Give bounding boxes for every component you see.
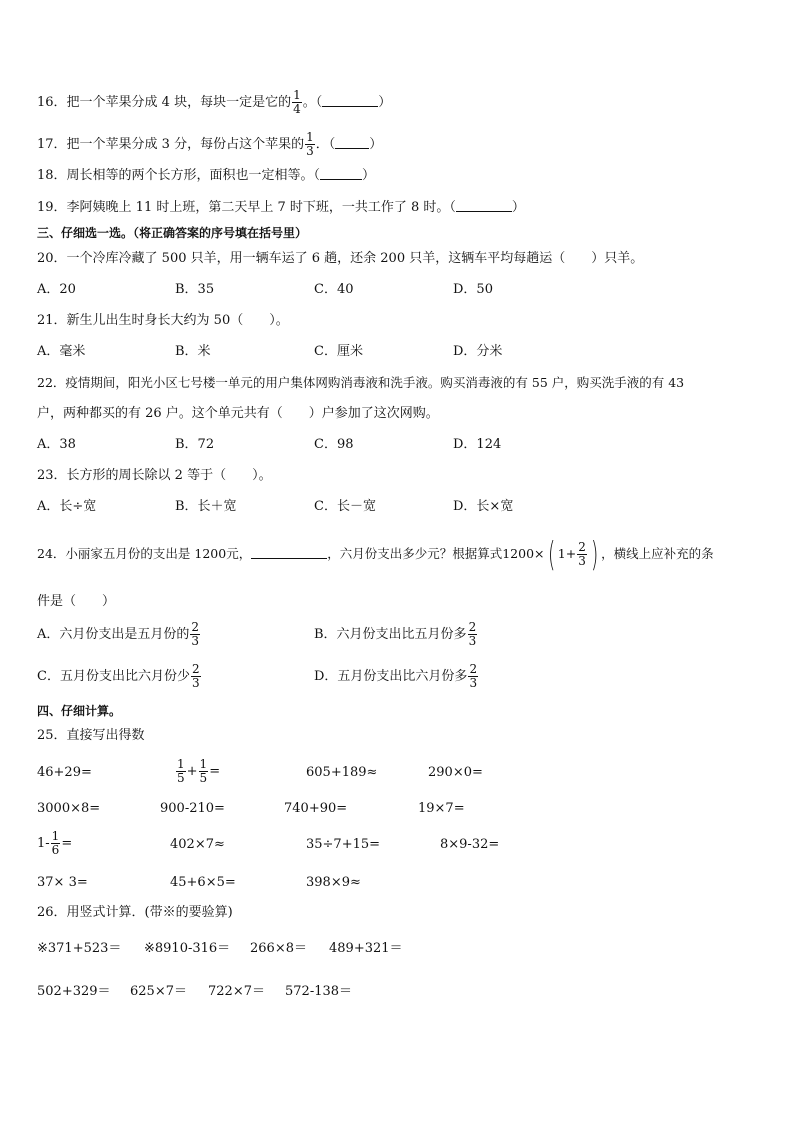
question-18: 18．周长相等的两个长方形，面积也一定相等。（ ）: [37, 168, 376, 183]
vertical-calc-item: 625×7＝: [130, 984, 187, 999]
q22-option-d[interactable]: D．124: [453, 437, 502, 452]
vertical-calc-item: 572-138＝: [285, 984, 353, 999]
calc-item: 402×7≈: [170, 837, 225, 852]
q17-text: 17．把一个苹果分成 3 分，每份占这个苹果的: [37, 137, 305, 152]
calc-item: 740+90=: [284, 801, 348, 816]
q24-option-a[interactable]: A．六月份支出是五月份的 $\frac{2}{3}$: [37, 620, 200, 648]
vertical-calc-item: 266×8＝: [250, 941, 307, 956]
q22-option-b[interactable]: B．72: [175, 437, 215, 452]
q16-text: 16．把一个苹果分成 4 块，每块一定是它的: [37, 95, 292, 110]
q23-option-a[interactable]: A．长÷宽: [37, 499, 97, 514]
q23-option-d[interactable]: D．长×宽: [453, 499, 514, 514]
answer-blank[interactable]: [456, 199, 512, 212]
q21-option-a[interactable]: A．毫米: [37, 344, 86, 359]
right-paren-icon: ): [590, 534, 599, 575]
question-22-line-1: 22．疫情期间，阳光小区七号楼一单元的用户集体网购消毒液和洗手液。购买消毒液的有 55 户，购买洗手液的有 43: [37, 375, 685, 390]
q20-option-c[interactable]: C．40: [314, 282, 354, 297]
calc-item: 605+189≈: [306, 765, 378, 780]
calc-item-fraction-sum: $\frac{1}{5}$ + $\frac{1}{5}$ =: [177, 757, 221, 785]
answer-blank[interactable]: [322, 94, 378, 107]
answer-blank[interactable]: [251, 546, 327, 559]
calc-item: 19×7=: [418, 801, 465, 816]
q20-option-d[interactable]: D．50: [453, 282, 493, 297]
q23-option-c[interactable]: C．长－宽: [314, 499, 376, 514]
vertical-calc-item: ※8910-316＝: [144, 941, 231, 956]
calc-item: 3000×8=: [37, 801, 101, 816]
question-21: 21．新生儿出生时身长大约为 50（ ）。: [37, 313, 289, 328]
calc-item: 290×0=: [428, 765, 483, 780]
section-4-heading: 四、仔细计算。: [37, 704, 122, 718]
calc-item: 45+6×5=: [170, 875, 236, 890]
question-17: 17．把一个苹果分成 3 分，每份占这个苹果的 $\frac{1}{3}$ ．（ ）: [37, 130, 383, 158]
q24-option-b[interactable]: B．六月份支出比五月份多 $\frac{2}{3}$: [314, 620, 477, 648]
q21-option-d[interactable]: D．分米: [453, 344, 503, 359]
calc-item: 37× 3=: [37, 875, 88, 890]
fraction: $\frac{1}{3}$: [306, 130, 314, 158]
q20-option-a[interactable]: A．20: [37, 282, 76, 297]
answer-blank[interactable]: [320, 167, 362, 180]
question-23: 23．长方形的周长除以 2 等于（ ）。: [37, 468, 272, 483]
left-paren-icon: (: [547, 534, 555, 575]
question-26-title: 26．用竖式计算．(带※的要验算): [37, 905, 233, 920]
q21-option-b[interactable]: B．米: [175, 344, 211, 359]
question-24-line-2: 件是（ ）: [37, 594, 116, 609]
q22-option-a[interactable]: A．38: [37, 437, 76, 452]
q20-option-b[interactable]: B．35: [175, 282, 215, 297]
expression: 1200×( 1+ $\frac{2}{3}$ ): [502, 534, 599, 575]
fraction: $\frac{1}{4}$: [293, 88, 301, 116]
section-3-heading: 三、仔细选一选。（将正确答案的序号填在括号里）: [37, 226, 308, 240]
question-22-line-2: 户，两种都买的有 26 户。这个单元共有（ ）户参加了这次网购。: [37, 406, 439, 421]
vertical-calc-item: 489+321＝: [329, 941, 403, 956]
vertical-calc-item: ※371+523＝: [37, 941, 122, 956]
calc-item: 900-210=: [160, 801, 225, 816]
answer-blank[interactable]: [335, 136, 369, 149]
q23-option-b[interactable]: B．长＋宽: [175, 499, 237, 514]
q24-option-c[interactable]: C．五月份支出比六月份少 $\frac{2}{3}$: [37, 662, 200, 690]
question-24: 24．小丽家五月份的支出是 1200元， ，六月份支出多少元？根据算式1200×( 1+ $\frac{2}{3}$ ) ，横线上应补充的条: [37, 534, 714, 575]
question-20: 20．一个冷库冷藏了 500 只羊，用一辆车运了 6 趟，还余 200 只羊，这辆车平均每趟运（ ）只羊。: [37, 251, 644, 266]
question-16: 16．把一个苹果分成 4 块，每块一定是它的 $\frac{1}{4}$ 。（ ）: [37, 88, 392, 116]
calc-item: 46+29=: [37, 765, 92, 780]
q21-option-c[interactable]: C．厘米: [314, 344, 363, 359]
question-19: 19．李阿姨晚上 11 时上班，第二天早上 7 时下班，一共工作了 8 时。（ ）: [37, 200, 525, 215]
calc-item: 8×9-32=: [440, 837, 500, 852]
calc-item-one-minus-fraction: 1- $\frac{1}{6}$ =: [37, 829, 73, 857]
q19-text: 19．李阿姨晚上 11 时上班，第二天早上 7 时下班，一共工作了 8 时。（: [37, 200, 456, 215]
calc-item: 35÷7+15=: [306, 837, 381, 852]
q22-option-c[interactable]: C．98: [314, 437, 354, 452]
vertical-calc-item: 722×7＝: [208, 984, 265, 999]
q18-text: 18．周长相等的两个长方形，面积也一定相等。（: [37, 168, 321, 183]
vertical-calc-item: 502+329＝: [37, 984, 111, 999]
question-25-title: 25．直接写出得数: [37, 728, 145, 743]
calc-item: 398×9≈: [306, 875, 361, 890]
q24-option-d[interactable]: D．五月份支出比六月份多 $\frac{2}{3}$: [314, 662, 478, 690]
